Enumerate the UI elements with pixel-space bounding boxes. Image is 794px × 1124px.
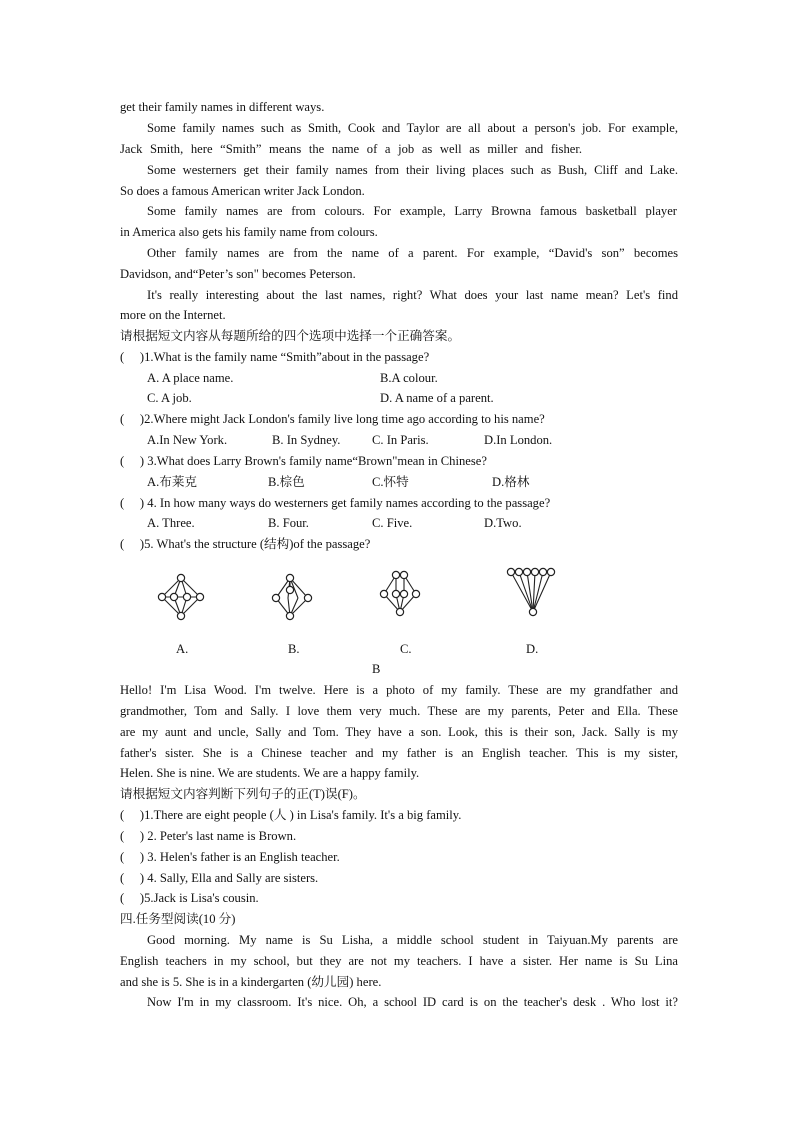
- instruction-a: 请根据短文内容从每题所给的四个选项中选择一个正确答案。: [120, 329, 461, 343]
- passage-b-line: Hello! I'm Lisa Wood. I'm twelve. Here is a photo of my family. These are my grandfather and: [120, 683, 678, 697]
- option-c: C. Five.: [372, 516, 413, 530]
- option-c: C. A job.: [147, 391, 192, 405]
- diagram-label-d: D.: [526, 642, 539, 656]
- passage-b-line: are my aunt and uncle, Sally and Tom. They have a son. Look, this is their son, Jack. Sally is my: [120, 725, 678, 739]
- tf-question: ( ) 4. Sally, Ella and Sally are sisters.: [120, 871, 319, 885]
- tf-question: ( )1.There are eight people (人 ) in Lisa's family. It's a big family.: [120, 808, 462, 822]
- instruction-b: 请根据短文内容判断下列句子的正(T)误(F)。: [120, 787, 366, 801]
- tf-question: ( ) 2. Peter's last name is Brown.: [120, 829, 297, 843]
- option-a: A. A place name.: [147, 371, 234, 385]
- question-stem: ( ) 4. In how many ways do westerners get family names according to the passage?: [120, 496, 551, 510]
- passage-b-line: grandmother, Tom and Sally. I love them very much. These are my parents, Peter and Ella. These: [120, 704, 678, 718]
- passage-a-line: Jack Smith, here “Smith” means the name of a job as well as miller and fisher.: [120, 142, 582, 156]
- passage-a-line: get their family names in different ways.: [120, 100, 325, 114]
- tf-question: ( )5.Jack is Lisa's cousin.: [120, 891, 259, 905]
- passage-a-line: Other family names are from the name of a parent. For example, “David's son” becomes: [147, 246, 678, 260]
- option-a: A. Three.: [147, 516, 195, 530]
- question-stem: ( )2.Where might Jack London's family live long time ago according to his name?: [120, 412, 545, 426]
- passage-c-line: English teachers in my school, but they are not my teachers. I have a sister. Her name is Su Lina: [120, 954, 678, 968]
- structure-diagram-c-icon: [376, 568, 424, 618]
- option-b: B.棕色: [268, 475, 305, 489]
- passage-a-line: So does a famous American writer Jack London.: [120, 184, 365, 198]
- option-d: D.Two.: [484, 516, 522, 530]
- option-c: C. In Paris.: [372, 433, 429, 447]
- tf-question: ( ) 3. Helen's father is an English teacher.: [120, 850, 340, 864]
- question-stem: ( ) 3.What does Larry Brown's family name“Brown"mean in Chinese?: [120, 454, 487, 468]
- option-d: D.格林: [492, 475, 530, 489]
- passage-c-line: Good morning. My name is Su Lisha, a middle school student in Taiyuan.My parents are: [147, 933, 678, 947]
- diagram-label-b: B.: [288, 642, 300, 656]
- passage-a-line: It's really interesting about the last names, right? What does your last name mean? Let's find: [147, 288, 678, 302]
- option-d: D.In London.: [484, 433, 553, 447]
- passage-a-line: Some westerners get their family names from their living places such as Bush, Cliff and Lake.: [147, 163, 678, 177]
- option-b: B. In Sydney.: [272, 433, 341, 447]
- option-a: A.In New York.: [147, 433, 228, 447]
- passage-a-line: in America also gets his family name from colours.: [120, 225, 378, 239]
- option-c: C.怀特: [372, 475, 409, 489]
- question-stem: ( )1.What is the family name “Smith”about in the passage?: [120, 350, 430, 364]
- structure-diagram-b-icon: [268, 572, 316, 622]
- section-4-title: 四.任务型阅读(10 分): [120, 912, 236, 926]
- passage-b-line: father's sister. She is a Chinese teacher and my father is an English teacher. This is my sister,: [120, 746, 678, 760]
- option-b: B. Four.: [268, 516, 309, 530]
- structure-diagram-d-icon: [503, 564, 563, 620]
- passage-a-line: Some family names such as Smith, Cook and Taylor are all about a person's job. For example,: [147, 121, 678, 135]
- passage-b-line: Helen. She is nine. We are students. We are a happy family.: [120, 766, 420, 780]
- passage-a-line: more on the Internet.: [120, 308, 226, 322]
- passage-a-line: Davidson, and“Peter’s son" becomes Peterson.: [120, 267, 356, 281]
- option-d: D. A name of a parent.: [380, 391, 494, 405]
- question-stem: ( )5. What's the structure (结构)of the passage?: [120, 537, 371, 551]
- option-a: A.布莱克: [147, 475, 198, 489]
- structure-diagram-a-icon: [157, 572, 205, 622]
- diagram-label-c: C.: [400, 642, 412, 656]
- option-b: B.A colour.: [380, 371, 438, 385]
- passage-c-line: and she is 5. She is in a kindergarten (幼儿园) here.: [120, 975, 382, 989]
- diagram-label-a: A.: [176, 642, 189, 656]
- passage-c-line: Now I'm in my classroom. It's nice. Oh, a school ID card is on the teacher's desk . Who lost it?: [147, 995, 678, 1009]
- passage-a-line: Some family names are from colours. For example, Larry Browna famous basketball player: [147, 204, 677, 218]
- section-b-label: B: [372, 662, 381, 676]
